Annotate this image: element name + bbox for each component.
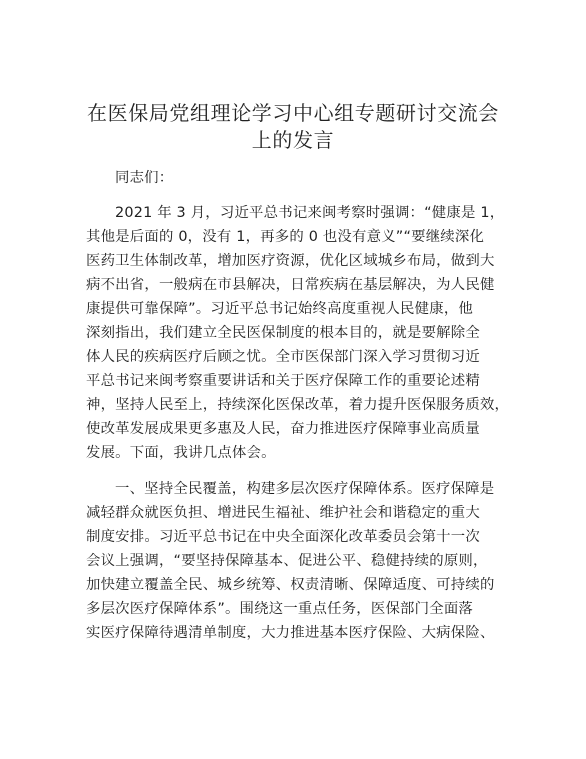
- paragraph-1-line-9: 神，坚持人民至上，持续深化医保改革，着力提升医保服务质效，: [86, 397, 510, 413]
- paragraph-1-line-10: 使改革发展成果更多惠及人民，奋力推进医疗保障事业高质量: [86, 421, 480, 437]
- paragraph-1-line-8: 平总书记来闽考察重要讲话和关于医疗保障工作的重要论述精: [86, 373, 480, 389]
- paragraph-1-line-1: 2021 年 3 月，习近平总书记来闽考察时强调：“健康是 1，: [115, 205, 505, 221]
- paragraph-1-line-6: 深刻指出，我们建立全民医保制度的根本目的，就是要解除全: [86, 325, 480, 341]
- paragraph-2-line-2: 减轻群众就医负担、增进民生福祉、维护社会和谐稳定的重大: [86, 505, 480, 521]
- salutation: 同志们：: [115, 170, 174, 186]
- paragraph-1-line-2: 其他是后面的 0，没有 1，再多的 0 也没有意义”“要继续深化: [86, 229, 485, 245]
- document-title-line-2: 上的发言: [251, 128, 335, 152]
- paragraph-1-line-5: 康提供可靠保障”。习近平总书记始终高度重视人民健康，他: [86, 301, 474, 317]
- paragraph-1-line-4: 病不出省，一般病在市县解决，日常疾病在基层解决，为人民健: [86, 277, 495, 293]
- paragraph-2-line-4: 会议上强调，“要坚持保障基本、促进公平、稳健持续的原则，: [86, 553, 488, 569]
- paragraph-2-line-6: 多层次医疗保障体系”。围绕这一重点任务，医保部门全面落: [86, 601, 474, 617]
- paragraph-2-line-1: 一、坚持全民覆盖，构建多层次医疗保障体系。医疗保障是: [115, 481, 495, 497]
- paragraph-1-line-7: 体人民的疾病医疗后顾之忧。全市医保部门深入学习贯彻习近: [86, 349, 480, 365]
- paragraph-1-line-3: 医药卫生体制改革，增加医疗资源，优化区域城乡布局，做到大: [86, 253, 495, 269]
- paragraph-2-line-3: 制度安排。习近平总书记在中央全面深化改革委员会第十一次: [86, 529, 480, 545]
- paragraph-1-line-11: 发展。下面，我讲几点体会。: [86, 445, 276, 461]
- paragraph-2-line-7: 实医疗保障待遇清单制度，大力推进基本医疗保险、大病保险、: [86, 625, 495, 641]
- document-title-line-1: 在医保局党组理论学习中心组专题研讨交流会: [87, 101, 499, 125]
- paragraph-2-line-5: 加快建立覆盖全民、城乡统筹、权责清晰、保障适度、可持续的: [86, 577, 495, 593]
